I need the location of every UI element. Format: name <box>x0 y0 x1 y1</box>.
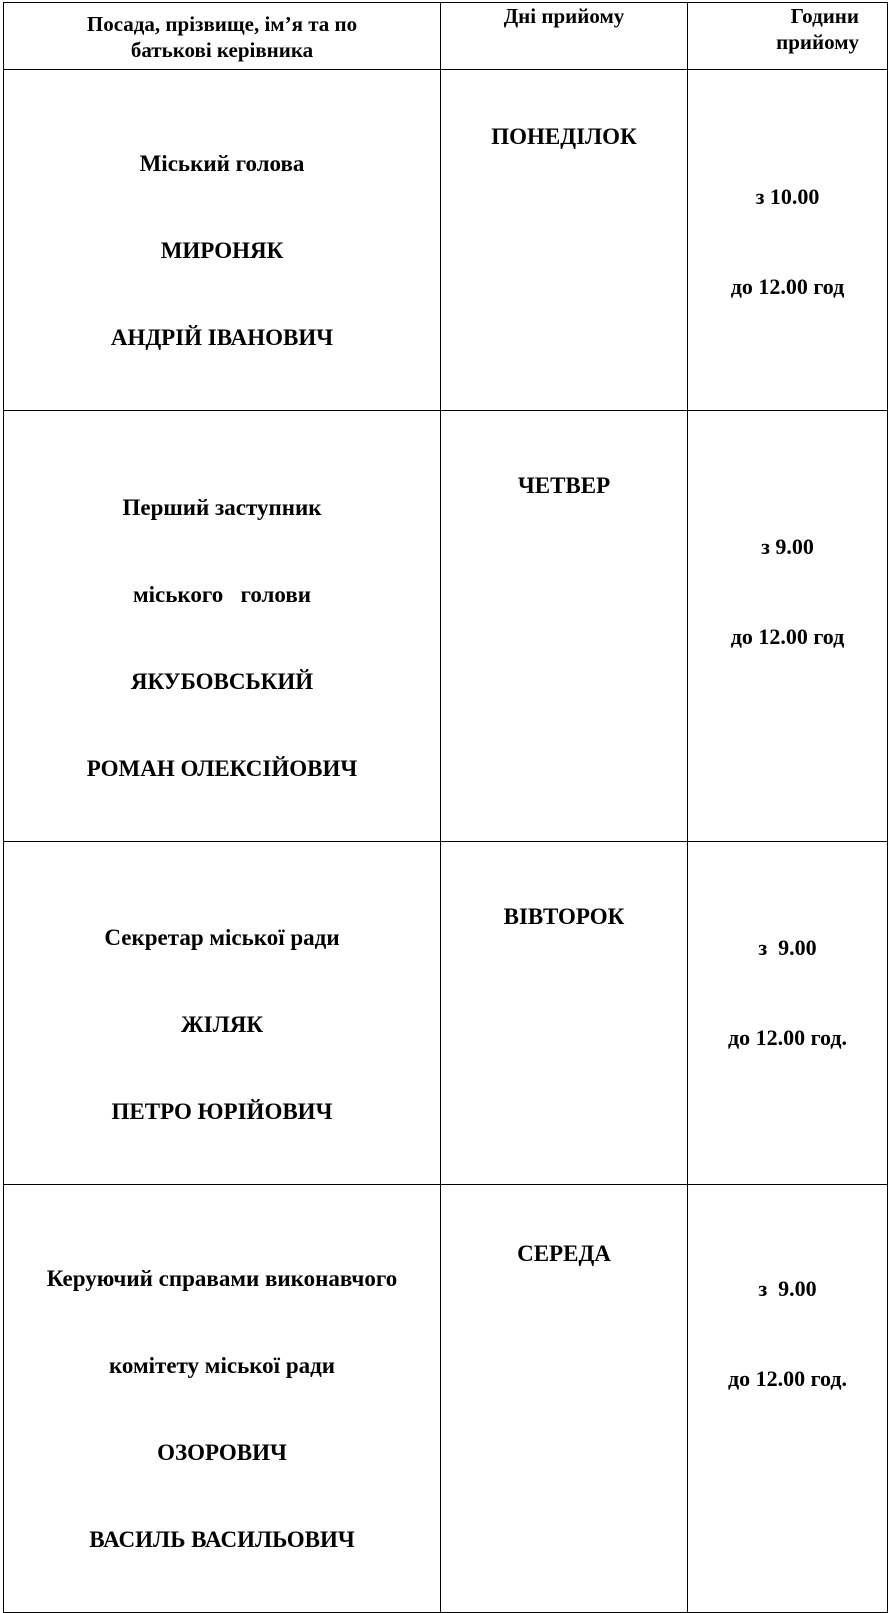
hours-line: до 12.00 год. <box>727 1366 848 1391</box>
position-cell <box>4 70 441 411</box>
header-days-label: Дні прийому <box>503 4 625 28</box>
position-line: ЯКУБОВСЬКИЙ <box>130 669 314 694</box>
hours-line: до 12.00 год <box>730 274 845 299</box>
position-line: комітету міської ради <box>108 1353 335 1378</box>
position-line: міського голови <box>132 582 312 607</box>
position-line: ЖІЛЯК <box>180 1012 264 1037</box>
table-row <box>4 1185 888 1613</box>
day-cell <box>441 842 688 1185</box>
position-line: РОМАН ОЛЕКСІЙОВИЧ <box>86 756 358 781</box>
position-line: АНДРІЙ ІВАНОВИЧ <box>110 325 334 350</box>
table-header-row <box>4 3 888 70</box>
day-cell <box>441 411 688 842</box>
position-line: Секретар міської ради <box>104 925 340 950</box>
position-cell <box>4 411 441 842</box>
position-line: ВАСИЛЬ ВАСИЛЬОВИЧ <box>89 1527 355 1552</box>
hours-cell <box>688 1185 888 1613</box>
hours-line: з 10.00 <box>755 184 820 209</box>
position-line: Міський голова <box>139 151 305 176</box>
hours-cell <box>688 70 888 411</box>
header-position-line-1: Посада, прізвище, ім’я та по <box>86 12 358 36</box>
hours-cell <box>688 411 888 842</box>
hours-line: з 9.00 <box>758 1276 817 1301</box>
header-days <box>441 3 688 70</box>
hours-cell <box>688 842 888 1185</box>
day-label: ЧЕТВЕР <box>517 473 611 498</box>
position-line: Перший заступник <box>122 495 322 520</box>
day-cell <box>441 1185 688 1613</box>
reception-schedule-table <box>3 2 888 1613</box>
table-row <box>4 842 888 1185</box>
table-row <box>4 411 888 842</box>
day-label: ПОНЕДІЛОК <box>491 124 637 149</box>
hours-line: з 9.00 <box>758 935 817 960</box>
position-line: ПЕТРО ЮРІЙОВИЧ <box>111 1099 333 1124</box>
header-position-line-2: батькові керівника <box>130 38 314 62</box>
position-line: Керуючий справами виконавчого <box>46 1266 398 1291</box>
header-hours-line-1: Години <box>790 4 859 28</box>
header-hours-line-2: прийому <box>776 30 859 54</box>
position-line: ОЗОРОВИЧ <box>157 1440 287 1465</box>
header-hours <box>688 3 888 70</box>
hours-line: з 9.00 <box>761 534 814 559</box>
hours-line: до 12.00 год. <box>727 1025 848 1050</box>
table-row <box>4 70 888 411</box>
day-cell <box>441 70 688 411</box>
hours-line: до 12.00 год <box>730 624 845 649</box>
position-line: МИРОНЯК <box>160 238 284 263</box>
header-position <box>4 3 441 70</box>
day-label: СЕРЕДА <box>517 1241 611 1266</box>
day-label: ВІВТОРОК <box>503 904 625 929</box>
position-cell <box>4 842 441 1185</box>
position-cell <box>4 1185 441 1613</box>
